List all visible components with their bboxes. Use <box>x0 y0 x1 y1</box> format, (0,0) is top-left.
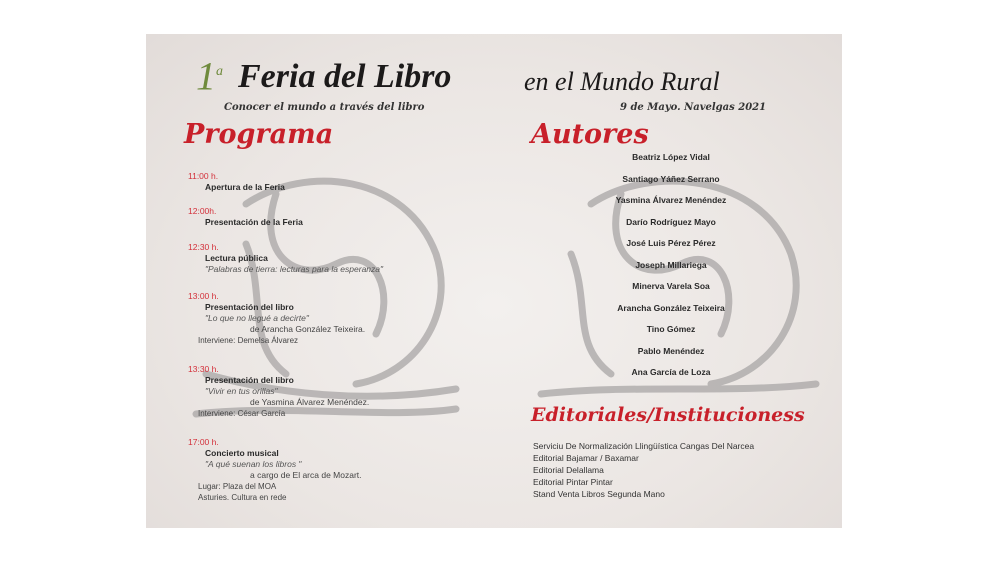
event-title: Concierto musical <box>205 448 279 458</box>
event-title: Presentación de la Feria <box>205 217 303 227</box>
event-note: Interviene: César García <box>198 409 286 418</box>
event-note: Asturies. Cultura en rede <box>198 493 287 502</box>
author-item: Tino Gómez <box>646 324 696 334</box>
event-time: 13:30 h. <box>188 364 219 374</box>
event-title: Lectura pública <box>205 253 268 263</box>
poster-title: Feria del Libro <box>238 58 452 95</box>
author-item: Arancha González Teixeira <box>617 302 725 313</box>
poster-title-rest: en el Mundo Rural <box>524 67 720 96</box>
ordinal-number <box>196 50 223 98</box>
event-title: Apertura de la Feria <box>205 182 285 192</box>
author-item: Yasmina Álvarez Menéndez <box>615 195 727 205</box>
event-time: 12:00h. <box>188 206 217 216</box>
event-time: 17:00 h. <box>188 437 219 447</box>
author-item: Minerva Varela Soa <box>632 281 710 291</box>
event-quote: "A qué suenan los libros " <box>205 459 302 469</box>
event-title: Presentación del libro <box>205 375 294 385</box>
editorials-heading: Editoriales/Institucioness <box>531 404 805 426</box>
program-event <box>188 171 285 193</box>
author-item: Ana García de Loza <box>631 367 711 377</box>
editorial-item: Serviciu De Normalización Llingüística Cangas Del Narcea <box>533 441 755 451</box>
authors-heading: Autores <box>531 119 649 150</box>
event-author: de Yasmina Álvarez Menéndez. <box>250 397 370 407</box>
program-event <box>188 437 362 503</box>
event-title: Presentación del libro <box>205 302 294 312</box>
program-event <box>188 291 365 346</box>
event-quote: "Vivir en tus orillas" <box>205 386 278 396</box>
ordinal-suffix: a <box>216 64 223 79</box>
program-heading: Programa <box>184 119 334 150</box>
event-note: Interviene: Demelsa Álvarez <box>198 336 299 345</box>
event-author: de Arancha González Teixeira. <box>250 324 366 334</box>
ordinal-digit: 1 <box>196 53 216 99</box>
event-note: Lugar: Plaza del MOA <box>198 482 277 491</box>
event-author: a cargo de El arca de Mozart. <box>250 470 362 480</box>
date-place: 9 de Mayo. Navelgas 2021 <box>620 102 767 113</box>
author-item: Santiago Yáñez Serrano <box>622 173 720 184</box>
event-quote: "Lo que no llegué a decirte" <box>205 313 309 323</box>
event-time: 13:00 h. <box>188 291 219 301</box>
event-quote: "Palabras de tierra: lecturas para la esperanza" <box>205 264 384 274</box>
editorial-item: Editorial Pintar Pintar <box>533 477 613 487</box>
editorial-item: Stand Venta Libros Segunda Mano <box>533 489 665 499</box>
author-item: José Luis Pérez Pérez <box>626 238 716 248</box>
program-event <box>188 206 303 228</box>
author-item: Beatriz López Vidal <box>632 152 710 162</box>
event-time: 11:00 h. <box>188 171 219 181</box>
editorials-list <box>533 440 754 500</box>
event-time: 12:30 h. <box>188 242 219 252</box>
program-event <box>188 242 383 275</box>
event-poster <box>146 34 842 528</box>
author-item: Joseph Millariega <box>635 259 707 270</box>
program-event <box>188 364 369 419</box>
authors-list <box>536 152 806 389</box>
editorial-item: Editorial Delallama <box>533 465 604 475</box>
editorial-item: Editorial Bajamar / Baxamar <box>533 453 639 463</box>
author-item: Pablo Menéndez <box>637 345 705 356</box>
author-item: Darío Rodríguez Mayo <box>626 216 716 227</box>
poster-subtitle: Conocer el mundo a través del libro <box>224 102 425 113</box>
